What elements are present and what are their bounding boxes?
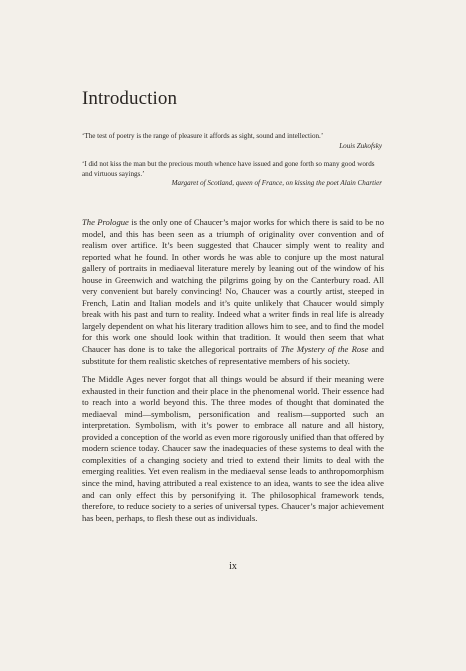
paragraph-text: and substitute for them realistic sketches of representative members of his society.: [82, 344, 384, 366]
chapter-heading: Introduction: [82, 88, 178, 109]
epigraph-margaret: [82, 160, 382, 189]
epigraph-zukofsky: [82, 132, 382, 151]
paragraph-1: [82, 217, 384, 367]
epigraph-attribution: Louis Zukofsky: [339, 141, 382, 150]
epigraph-attribution: Margaret of Scotland, queen of France, on kissing the poet Alain Chartier: [171, 179, 382, 188]
italic-title-rose: The Mystery of the Rose: [280, 344, 369, 355]
italic-title-prologue: The Prologue: [82, 217, 129, 227]
paragraph-2: The Middle Ages never forgot that all things would be absurd if their meaning were exhausted in their function and their place in the phenomenal world. Their essence had to reach into a world beyond this. The three modes of thought that dominated the mediaeval mind—symbolism, personification and realism—supported such an interpretation. Symbolism, with it’s power to embrace all nature and all history, provided a conception of the world as even more rigorously unified than that offered by modern science today. Chaucer saw the inadequacies of these systems to deal with the complexities of a changing society and tried to extend their limits to deal with the emerging realities. Yet even realism in the mediaeval sense leads to anthropomorphism since the mind, having attributed a real existence to an idea, wants to see the idea alive and can only effect this by personifying it. The philosophical framework tends, therefore, to reduce society to a series of universal types. Chaucer’s major achievement has been, perhaps, to flesh these out as individuals.: [82, 374, 384, 523]
epigraph-quote: ‘The test of poetry is the range of pleasure it affords as sight, sound and intellection.’: [82, 132, 324, 140]
page-number: ix: [229, 561, 237, 572]
paragraph-text: is the only one of Chaucer’s major works for which there is said to be no model, and this has been seen as a triumph of originality over convention and of realism over artifice. It’s been suggested that Chaucer simply went to reality and reported what he found. In other words he was able to conjure up the most natural gallery of portraits in mediaeval literature merely by leaning out of the window of his house in Greenwich and watching the pilgrims going by on the Canterbury road. All very convenient but barely convincing! No, Chaucer was a courtly artist, steeped in French, Latin and Italian models and it’s quite unlikely that Chaucer would simply break with his past and turn to reality. Indeed what a writer finds in real life is already largely dependent on what his literary tradition allows him to see, and to find the model for this work one should look within that tradition. It would then seem that what Chaucer has done is to take the allegorical portraits of: [82, 217, 385, 355]
epigraph-quote: ‘I did not kiss the man but the precious mouth whence have issued and gone forth so many good words and virtuous sayings.’: [82, 160, 375, 178]
body-text: [82, 217, 384, 531]
